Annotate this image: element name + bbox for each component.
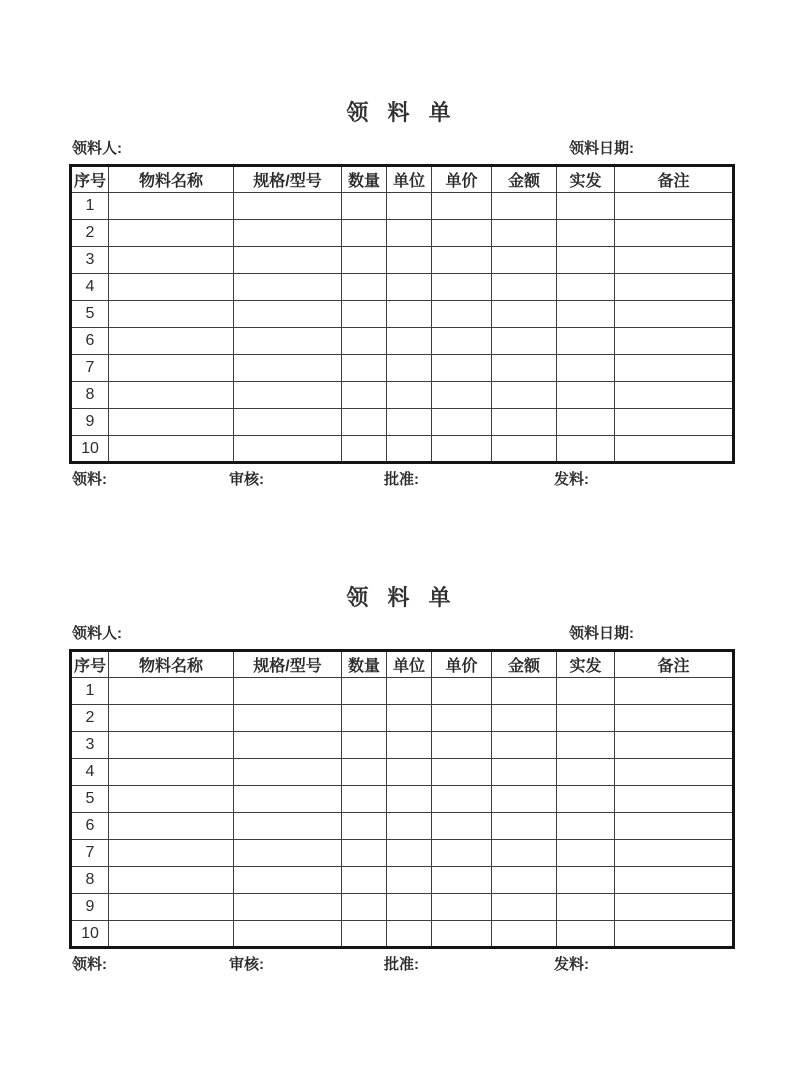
spec-model-cell	[234, 274, 342, 301]
amount-cell	[492, 193, 557, 220]
actual-issue-cell	[557, 921, 615, 948]
column-header: 备注	[615, 166, 734, 193]
issue-sign-label: 发料:	[554, 956, 589, 973]
spec-model-cell	[234, 382, 342, 409]
actual-issue-cell	[557, 355, 615, 382]
table-row	[71, 705, 734, 732]
table-row	[71, 732, 734, 759]
column-header: 单位	[387, 166, 432, 193]
amount-cell	[492, 813, 557, 840]
row-number-cell: 9	[71, 409, 109, 436]
requisition-form-1	[69, 100, 732, 490]
table-row	[71, 355, 734, 382]
table-row	[71, 436, 734, 463]
unit-cell	[387, 732, 432, 759]
row-number-cell: 5	[71, 786, 109, 813]
material-name-cell	[109, 759, 234, 786]
unit-price-cell	[432, 759, 492, 786]
column-header: 实发	[557, 166, 615, 193]
unit-cell	[387, 867, 432, 894]
material-name-cell	[109, 813, 234, 840]
unit-cell	[387, 274, 432, 301]
material-name-cell	[109, 301, 234, 328]
column-header: 物料名称	[109, 166, 234, 193]
unit-cell	[387, 759, 432, 786]
remarks-cell	[615, 193, 734, 220]
unit-cell	[387, 705, 432, 732]
material-name-cell	[109, 786, 234, 813]
column-header: 序号	[71, 166, 109, 193]
amount-cell	[492, 786, 557, 813]
column-header: 单位	[387, 651, 432, 678]
column-header: 规格/型号	[234, 651, 342, 678]
remarks-cell	[615, 301, 734, 328]
amount-cell	[492, 220, 557, 247]
row-number-cell: 5	[71, 301, 109, 328]
quantity-cell	[342, 759, 387, 786]
actual-issue-cell	[557, 732, 615, 759]
quantity-cell	[342, 274, 387, 301]
table-row	[71, 328, 734, 355]
amount-cell	[492, 705, 557, 732]
table-row	[71, 840, 734, 867]
unit-cell	[387, 921, 432, 948]
unit-price-cell	[432, 274, 492, 301]
remarks-cell	[615, 409, 734, 436]
requisition-sign-label: 领料:	[72, 956, 107, 973]
column-header: 数量	[342, 651, 387, 678]
unit-price-cell	[432, 732, 492, 759]
quantity-cell	[342, 247, 387, 274]
remarks-cell	[615, 894, 734, 921]
material-name-cell	[109, 436, 234, 463]
spec-model-cell	[234, 193, 342, 220]
quantity-cell	[342, 382, 387, 409]
unit-cell	[387, 436, 432, 463]
unit-cell	[387, 193, 432, 220]
column-header: 单价	[432, 651, 492, 678]
spec-model-cell	[234, 813, 342, 840]
table-row	[71, 813, 734, 840]
amount-cell	[492, 678, 557, 705]
remarks-cell	[615, 705, 734, 732]
amount-cell	[492, 328, 557, 355]
spec-model-cell	[234, 867, 342, 894]
table-header-row	[71, 651, 734, 678]
remarks-cell	[615, 786, 734, 813]
table-row	[71, 894, 734, 921]
table-row	[71, 786, 734, 813]
spec-model-cell	[234, 436, 342, 463]
actual-issue-cell	[557, 840, 615, 867]
review-sign-label: 审核:	[229, 956, 264, 973]
spec-model-cell	[234, 409, 342, 436]
unit-price-cell	[432, 436, 492, 463]
amount-cell	[492, 274, 557, 301]
table-row	[71, 193, 734, 220]
amount-cell	[492, 436, 557, 463]
unit-price-cell	[432, 894, 492, 921]
unit-cell	[387, 247, 432, 274]
remarks-cell	[615, 840, 734, 867]
unit-price-cell	[432, 247, 492, 274]
row-number-cell: 10	[71, 436, 109, 463]
unit-price-cell	[432, 220, 492, 247]
material-name-cell	[109, 409, 234, 436]
amount-cell	[492, 247, 557, 274]
quantity-cell	[342, 840, 387, 867]
amount-cell	[492, 867, 557, 894]
amount-cell	[492, 732, 557, 759]
unit-cell	[387, 786, 432, 813]
form-meta-row	[69, 139, 732, 158]
remarks-cell	[615, 732, 734, 759]
remarks-cell	[615, 921, 734, 948]
column-header: 数量	[342, 166, 387, 193]
table-header-row	[71, 166, 734, 193]
approve-sign-label: 批准:	[384, 956, 419, 973]
material-name-cell	[109, 382, 234, 409]
unit-price-cell	[432, 813, 492, 840]
requisition-date-label: 领料日期:	[569, 625, 634, 642]
quantity-cell	[342, 409, 387, 436]
form-title: 领 料 单	[346, 100, 455, 125]
row-number-cell: 2	[71, 705, 109, 732]
unit-cell	[387, 813, 432, 840]
unit-price-cell	[432, 786, 492, 813]
material-name-cell	[109, 193, 234, 220]
row-number-cell: 6	[71, 813, 109, 840]
table-row	[71, 382, 734, 409]
row-number-cell: 8	[71, 382, 109, 409]
requisitioner-label: 领料人:	[72, 625, 122, 642]
spec-model-cell	[234, 732, 342, 759]
table-row	[71, 867, 734, 894]
remarks-cell	[615, 436, 734, 463]
quantity-cell	[342, 813, 387, 840]
amount-cell	[492, 382, 557, 409]
row-number-cell: 1	[71, 193, 109, 220]
quantity-cell	[342, 301, 387, 328]
actual-issue-cell	[557, 382, 615, 409]
actual-issue-cell	[557, 813, 615, 840]
unit-price-cell	[432, 355, 492, 382]
spec-model-cell	[234, 921, 342, 948]
spec-model-cell	[234, 328, 342, 355]
material-name-cell	[109, 840, 234, 867]
requisition-table	[69, 164, 735, 464]
unit-cell	[387, 840, 432, 867]
spec-model-cell	[234, 705, 342, 732]
spec-model-cell	[234, 247, 342, 274]
spec-model-cell	[234, 678, 342, 705]
unit-price-cell	[432, 840, 492, 867]
quantity-cell	[342, 786, 387, 813]
row-number-cell: 7	[71, 355, 109, 382]
remarks-cell	[615, 328, 734, 355]
requisitioner-label: 领料人:	[72, 140, 122, 157]
unit-price-cell	[432, 301, 492, 328]
unit-price-cell	[432, 867, 492, 894]
remarks-cell	[615, 274, 734, 301]
column-header: 物料名称	[109, 651, 234, 678]
quantity-cell	[342, 732, 387, 759]
table-row	[71, 274, 734, 301]
row-number-cell: 6	[71, 328, 109, 355]
unit-cell	[387, 409, 432, 436]
column-header: 备注	[615, 651, 734, 678]
unit-price-cell	[432, 921, 492, 948]
column-header: 实发	[557, 651, 615, 678]
remarks-cell	[615, 220, 734, 247]
spec-model-cell	[234, 355, 342, 382]
actual-issue-cell	[557, 247, 615, 274]
unit-price-cell	[432, 409, 492, 436]
remarks-cell	[615, 678, 734, 705]
row-number-cell: 1	[71, 678, 109, 705]
remarks-cell	[615, 867, 734, 894]
quantity-cell	[342, 867, 387, 894]
remarks-cell	[615, 382, 734, 409]
form-meta-row	[69, 624, 732, 643]
actual-issue-cell	[557, 894, 615, 921]
unit-cell	[387, 301, 432, 328]
actual-issue-cell	[557, 328, 615, 355]
table-row	[71, 759, 734, 786]
unit-price-cell	[432, 705, 492, 732]
row-number-cell: 10	[71, 921, 109, 948]
row-number-cell: 7	[71, 840, 109, 867]
table-row	[71, 921, 734, 948]
spec-model-cell	[234, 840, 342, 867]
amount-cell	[492, 355, 557, 382]
unit-price-cell	[432, 328, 492, 355]
material-name-cell	[109, 220, 234, 247]
table-row	[71, 247, 734, 274]
unit-cell	[387, 382, 432, 409]
actual-issue-cell	[557, 867, 615, 894]
requisition-form-2	[69, 585, 732, 975]
material-name-cell	[109, 355, 234, 382]
unit-cell	[387, 678, 432, 705]
unit-cell	[387, 220, 432, 247]
row-number-cell: 4	[71, 274, 109, 301]
signature-row	[69, 470, 732, 490]
amount-cell	[492, 301, 557, 328]
row-number-cell: 3	[71, 732, 109, 759]
row-number-cell: 9	[71, 894, 109, 921]
remarks-cell	[615, 813, 734, 840]
material-name-cell	[109, 732, 234, 759]
actual-issue-cell	[557, 301, 615, 328]
signature-row	[69, 955, 732, 975]
actual-issue-cell	[557, 705, 615, 732]
material-name-cell	[109, 274, 234, 301]
spec-model-cell	[234, 220, 342, 247]
remarks-cell	[615, 247, 734, 274]
column-header: 金额	[492, 651, 557, 678]
amount-cell	[492, 921, 557, 948]
actual-issue-cell	[557, 678, 615, 705]
unit-price-cell	[432, 678, 492, 705]
table-row	[71, 220, 734, 247]
spec-model-cell	[234, 301, 342, 328]
actual-issue-cell	[557, 409, 615, 436]
table-row	[71, 409, 734, 436]
actual-issue-cell	[557, 220, 615, 247]
actual-issue-cell	[557, 193, 615, 220]
material-name-cell	[109, 867, 234, 894]
column-header: 规格/型号	[234, 166, 342, 193]
column-header: 金额	[492, 166, 557, 193]
amount-cell	[492, 409, 557, 436]
requisition-sign-label: 领料:	[72, 471, 107, 488]
table-row	[71, 678, 734, 705]
amount-cell	[492, 840, 557, 867]
quantity-cell	[342, 193, 387, 220]
requisition-table	[69, 649, 735, 949]
row-number-cell: 4	[71, 759, 109, 786]
material-name-cell	[109, 247, 234, 274]
material-name-cell	[109, 921, 234, 948]
quantity-cell	[342, 894, 387, 921]
material-name-cell	[109, 894, 234, 921]
actual-issue-cell	[557, 436, 615, 463]
material-name-cell	[109, 705, 234, 732]
spec-model-cell	[234, 786, 342, 813]
unit-price-cell	[432, 382, 492, 409]
row-number-cell: 2	[71, 220, 109, 247]
quantity-cell	[342, 220, 387, 247]
remarks-cell	[615, 355, 734, 382]
spec-model-cell	[234, 759, 342, 786]
amount-cell	[492, 894, 557, 921]
amount-cell	[492, 759, 557, 786]
quantity-cell	[342, 355, 387, 382]
unit-cell	[387, 355, 432, 382]
table-row	[71, 301, 734, 328]
quantity-cell	[342, 678, 387, 705]
row-number-cell: 8	[71, 867, 109, 894]
spec-model-cell	[234, 894, 342, 921]
actual-issue-cell	[557, 786, 615, 813]
remarks-cell	[615, 759, 734, 786]
material-name-cell	[109, 678, 234, 705]
row-number-cell: 3	[71, 247, 109, 274]
quantity-cell	[342, 436, 387, 463]
unit-cell	[387, 328, 432, 355]
approve-sign-label: 批准:	[384, 471, 419, 488]
actual-issue-cell	[557, 759, 615, 786]
review-sign-label: 审核:	[229, 471, 264, 488]
quantity-cell	[342, 328, 387, 355]
quantity-cell	[342, 921, 387, 948]
unit-cell	[387, 894, 432, 921]
column-header: 单价	[432, 166, 492, 193]
quantity-cell	[342, 705, 387, 732]
form-title: 领 料 单	[346, 585, 455, 610]
material-name-cell	[109, 328, 234, 355]
actual-issue-cell	[557, 274, 615, 301]
column-header: 序号	[71, 651, 109, 678]
issue-sign-label: 发料:	[554, 471, 589, 488]
requisition-date-label: 领料日期:	[569, 140, 634, 157]
unit-price-cell	[432, 193, 492, 220]
